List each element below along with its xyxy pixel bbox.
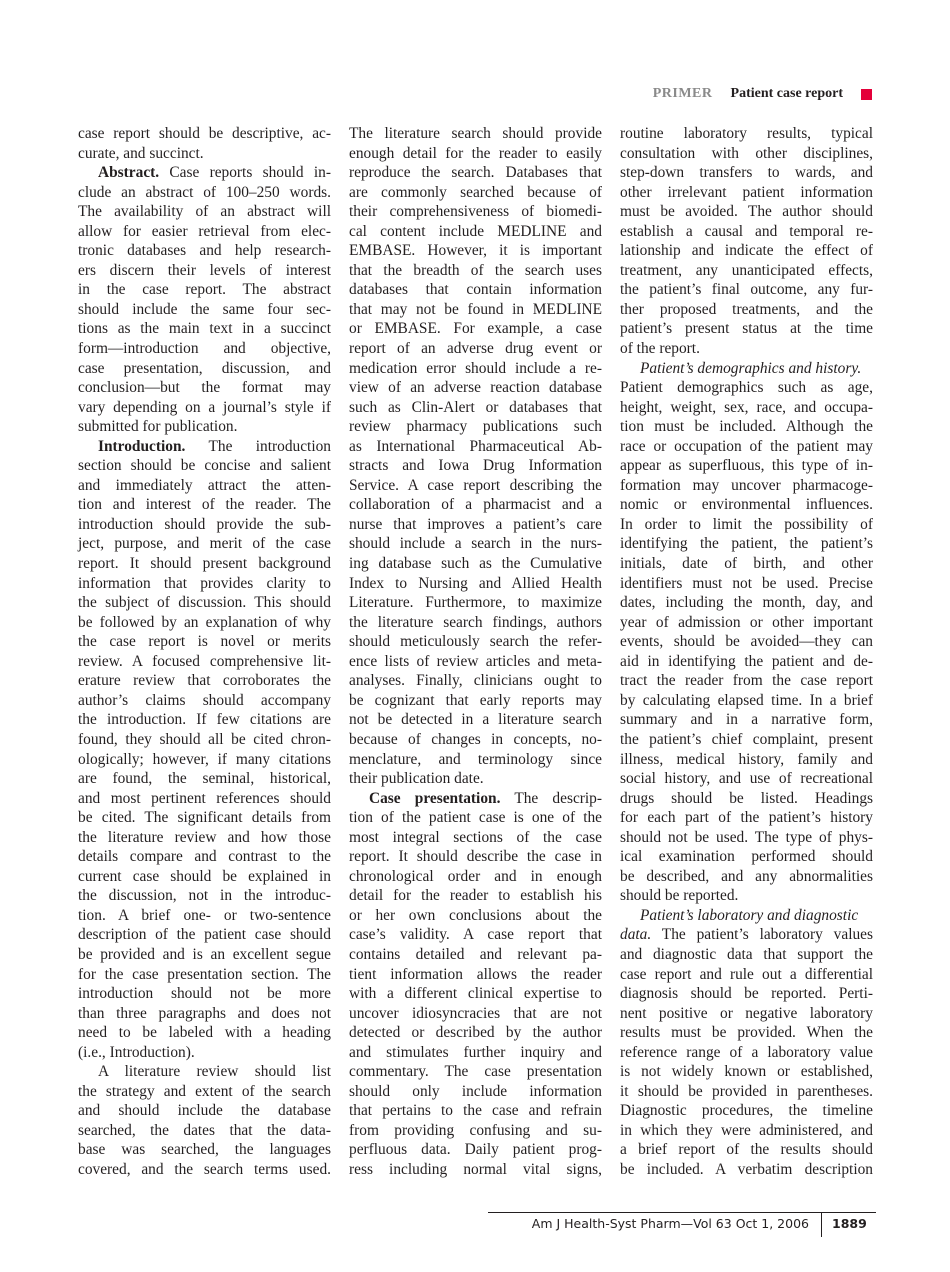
text-line: and diagnostic data that support the xyxy=(620,945,873,963)
text-line: consultation with other disciplines, xyxy=(620,144,873,162)
paragraph xyxy=(620,906,873,1180)
text-line: menclature, and terminology since xyxy=(349,750,602,768)
text-line: or EMBASE. For example, a case xyxy=(349,320,602,338)
text-line: tion of the patient case is one of the xyxy=(349,809,602,827)
text-line: detail for the reader to establish his xyxy=(349,887,602,905)
text-line: tion and interest of the reader. The xyxy=(78,496,331,514)
text-line: the literature review and how those xyxy=(78,828,331,846)
text-line: as International Pharmaceutical Ab- xyxy=(349,437,602,455)
text-run: The introduction xyxy=(185,437,331,455)
text-line: nent positive or negative laboratory xyxy=(620,1004,873,1022)
text-line: section should be concise and salient xyxy=(78,457,331,475)
text-line: identifiers must not be used. Precise xyxy=(620,574,873,592)
text-line: be described, and any abnormalities xyxy=(620,867,873,885)
text-line: the patient’s final outcome, any fur- xyxy=(620,281,873,299)
text-line: ers discern their levels of interest xyxy=(78,261,331,279)
text-line: ologically; however, if many citations xyxy=(78,750,331,768)
text-line: found, they should all be cited chron- xyxy=(78,730,331,748)
paragraph xyxy=(620,124,873,359)
text-line: because of changes in concepts, no- xyxy=(349,730,602,748)
text-line: the introduction. If few citations are xyxy=(78,711,331,729)
text-line: are found, the seminal, historical, xyxy=(78,770,331,788)
text-line: clude an abstract of 100–250 words. xyxy=(78,183,331,201)
text-line: report of an adverse drug event or xyxy=(349,340,602,358)
text-line: case report should be descriptive, ac- xyxy=(78,125,331,142)
text-line: most integral sections of the case xyxy=(349,828,602,846)
text-line: and immediately attract the atten- xyxy=(78,476,331,494)
text-line: Index to Nursing and Allied Health xyxy=(349,574,602,592)
text-line: routine laboratory results, typical xyxy=(620,125,873,142)
text-line: Diagnostic procedures, the timeline xyxy=(620,1102,873,1120)
text-line: their comprehensiveness of biomedi- xyxy=(349,203,602,221)
text-line: other irrelevant patient information xyxy=(620,183,873,201)
text-line: of the report. xyxy=(620,340,700,358)
text-line: ject, purpose, and merit of the case xyxy=(78,535,331,553)
text-column-3 xyxy=(620,124,873,1180)
text-line: events, should be avoided—they can xyxy=(620,633,873,651)
paragraph xyxy=(349,789,602,1180)
text-line: for the case presentation section. The xyxy=(78,965,331,983)
paragraph xyxy=(78,163,331,437)
text-line: a brief report of the results should xyxy=(620,1141,873,1159)
text-line: ing database such as the Cumulative xyxy=(349,555,602,573)
text-line: A literature review should list xyxy=(98,1063,331,1081)
running-header xyxy=(653,86,872,102)
text-line: social history, and use of recreational xyxy=(620,770,873,788)
text-line: drugs should be listed. Headings xyxy=(620,789,873,807)
text-line: tions as the main text in a succinct xyxy=(78,320,331,338)
text-line: dates, including the month, day, and xyxy=(620,594,873,612)
text-line: erature review that corroborates the xyxy=(78,672,331,690)
text-line: establish a causal and temporal re- xyxy=(620,222,873,240)
text-run: The patient’s laboratory values xyxy=(651,926,873,944)
text-line: details compare and contrast to the xyxy=(78,848,331,866)
text-line: be included. A verbatim description xyxy=(620,1160,873,1178)
text-line: not be detected in a literature search xyxy=(349,711,602,729)
text-line: tronic databases and help research- xyxy=(78,242,331,260)
journal-citation: Am J Health-Syst Pharm—Vol 63 Oct 1, 2006 xyxy=(531,1216,809,1231)
text-line xyxy=(78,163,331,183)
text-line: be followed by an explanation of why xyxy=(78,613,331,631)
text-line: contains detailed and relevant pa- xyxy=(349,945,602,963)
text-line: patient’s present status at the time xyxy=(620,320,873,338)
text-line: Literature. Furthermore, to maximize xyxy=(349,594,602,612)
text-line: introduction should not be more xyxy=(78,985,331,1003)
text-line: current case should be explained in xyxy=(78,867,331,885)
text-line: databases that contain information xyxy=(349,281,602,299)
text-line: be cited. The significant details from xyxy=(78,809,331,827)
text-line: chronological order and in enough xyxy=(349,867,602,885)
text-line: lationship and indicate the effect of xyxy=(620,242,873,260)
text-line: case presentation, discussion, and xyxy=(78,359,331,377)
text-line: EMBASE. However, it is important xyxy=(349,242,602,260)
text-line: should not be used. The type of phys- xyxy=(620,828,873,846)
text-line: (i.e., Introduction). xyxy=(78,1043,195,1061)
text-line: searched, the dates that the data- xyxy=(78,1121,331,1139)
text-column-1 xyxy=(78,124,331,1180)
text-line: ical examination performed should xyxy=(620,848,873,866)
text-line: tion. A brief one- or two-sentence xyxy=(78,906,331,924)
text-line: form—introduction and objective, xyxy=(78,340,331,358)
text-line: ress including normal vital signs, xyxy=(349,1160,602,1178)
text-line: case report and rule out a differential xyxy=(620,965,873,983)
text-line: detected or described by the author xyxy=(349,1024,602,1042)
text-line xyxy=(620,906,873,926)
text-line: tract the reader from the case report xyxy=(620,672,873,690)
text-line: should only include information xyxy=(349,1082,602,1100)
text-column-2 xyxy=(349,124,602,1180)
text-line: report. It should describe the case in xyxy=(349,848,602,866)
text-line: covered, and the search terms used. xyxy=(78,1160,331,1178)
text-line: tient information allows the reader xyxy=(349,965,602,983)
subsection-heading: data. xyxy=(620,926,652,944)
text-line: commentary. The case presentation xyxy=(349,1063,602,1081)
text-line: should be reported. xyxy=(620,887,739,905)
text-line: and should include the database xyxy=(78,1102,331,1120)
text-line: base was searched, the languages xyxy=(78,1141,331,1159)
text-line: report. It should present background xyxy=(78,555,331,573)
text-line: cal content include MEDLINE and xyxy=(349,222,602,240)
text-line: aid in identifying the patient and de- xyxy=(620,652,873,670)
text-line: and stimulates further inquiry and xyxy=(349,1043,602,1061)
text-line: stracts and Iowa Drug Information xyxy=(349,457,602,475)
text-line: such as Clin-Alert or databases that xyxy=(349,398,602,416)
text-line: perfluous data. Daily patient prog- xyxy=(349,1141,602,1159)
text-line: that may not be found in MEDLINE xyxy=(349,300,602,318)
text-line: formation may uncover pharmacoge- xyxy=(620,476,873,494)
text-line: tion must be included. Although the xyxy=(620,418,873,436)
text-line: the literature search findings, authors xyxy=(349,613,602,631)
text-line: diagnosis should be reported. Perti- xyxy=(620,985,873,1003)
text-line: allow for easier retrieval from elec- xyxy=(78,222,331,240)
running-title: Patient case report xyxy=(730,86,843,101)
text-line: enough detail for the reader to easily xyxy=(349,144,602,162)
text-line: reproduce the search. Databases that xyxy=(349,164,602,182)
text-line: summary and in a narrative form, xyxy=(620,711,873,729)
text-line: In order to limit the possibility of xyxy=(620,515,873,533)
text-line: review. A focused comprehensive lit- xyxy=(78,652,331,670)
text-line: The availability of an abstract will xyxy=(78,203,331,221)
text-line: ence lists of review articles and meta- xyxy=(349,652,602,670)
text-line xyxy=(78,437,331,457)
text-line: the strategy and extent of the search xyxy=(78,1082,331,1100)
text-line: that the breadth of the search uses xyxy=(349,261,602,279)
paragraph xyxy=(349,124,602,789)
text-line: uncover idiosyncracies that are not xyxy=(349,1004,602,1022)
paragraph xyxy=(78,437,331,1063)
paragraph xyxy=(78,1062,331,1179)
text-line: Patient demographics such as age, xyxy=(620,379,873,397)
text-line: author’s claims should accompany xyxy=(78,691,331,709)
footer-divider xyxy=(821,1212,822,1237)
text-line: introduction should provide the sub- xyxy=(78,515,331,533)
text-line: be cognizant that early reports may xyxy=(349,691,602,709)
text-line: and most pertinent references should xyxy=(78,789,331,807)
text-line: or her own conclusions about the xyxy=(349,906,602,924)
text-line: nomic or environmental influences. xyxy=(620,496,873,514)
section-heading: Case presentation. xyxy=(369,789,501,807)
text-line: should include a search in the nurs- xyxy=(349,535,602,553)
text-line: vary depending on a journal’s style if xyxy=(78,398,331,416)
text-line: submitted for publication. xyxy=(78,418,238,436)
text-line: from providing confusing and su- xyxy=(349,1121,602,1139)
page-number: 1889 xyxy=(832,1216,867,1231)
text-line: the case report is novel or merits xyxy=(78,633,331,651)
text-line: step-down transfers to wards, and xyxy=(620,164,873,182)
text-line: analyses. Finally, clinicians ought to xyxy=(349,672,602,690)
section-label: PRIMER xyxy=(652,86,713,101)
text-line: their publication date. xyxy=(349,770,484,788)
text-line: with a different clinical expertise to xyxy=(349,985,602,1003)
text-run: Case reports should in- xyxy=(159,164,331,182)
text-line xyxy=(620,925,873,945)
text-line: The literature search should provide xyxy=(349,125,602,142)
accent-square-icon xyxy=(861,89,872,100)
paragraph xyxy=(620,359,873,906)
subsection-heading: Patient’s demographics and history. xyxy=(640,359,862,377)
text-line: the patient’s chief complaint, present xyxy=(620,730,873,748)
text-line: collaboration of a pharmacist and a xyxy=(349,496,602,514)
text-line: Service. A case report describing the xyxy=(349,476,602,494)
text-line: need to be labeled with a heading xyxy=(78,1024,331,1042)
text-line: year of admission or other important xyxy=(620,613,873,631)
subsection-heading: Patient’s laboratory and diagnostic xyxy=(640,906,859,924)
text-line: results must be provided. When the xyxy=(620,1024,873,1042)
text-line: ther proposed treatments, and the xyxy=(620,300,873,318)
text-line: initials, date of birth, and other xyxy=(620,555,873,573)
text-line xyxy=(620,359,873,379)
text-line: description of the patient case should xyxy=(78,926,331,944)
text-line: should include the same four sec- xyxy=(78,300,331,318)
text-line: review pharmacy publications such xyxy=(349,418,602,436)
text-line: than three paragraphs and does not xyxy=(78,1004,331,1022)
text-line xyxy=(349,789,602,809)
text-line: curate, and succinct. xyxy=(78,144,204,162)
text-line: medication error should include a re- xyxy=(349,359,602,377)
text-line: should meticulously search the refer- xyxy=(349,633,602,651)
paragraph xyxy=(78,124,331,163)
text-line: it should be provided in parentheses. xyxy=(620,1082,873,1100)
text-line: race or occupation of the patient may xyxy=(620,437,873,455)
text-line: nurse that improves a patient’s care xyxy=(349,515,602,533)
text-line: view of an adverse reaction database xyxy=(349,379,602,397)
text-line: in which they were administered, and xyxy=(620,1121,873,1139)
text-line: the subject of discussion. This should xyxy=(78,594,331,612)
section-heading: Introduction. xyxy=(98,437,186,455)
footer-rule xyxy=(488,1212,876,1213)
section-heading: Abstract. xyxy=(98,164,160,182)
text-line: are commonly searched because of xyxy=(349,183,602,201)
text-line: information that provides clarity to xyxy=(78,574,331,592)
text-line: the discussion, not in the introduc- xyxy=(78,887,331,905)
text-line: reference range of a laboratory value xyxy=(620,1043,873,1061)
text-line: for each part of the patient’s history xyxy=(620,809,873,827)
text-line: identifying the patient, the patient’s xyxy=(620,535,873,553)
text-line: height, weight, sex, race, and occupa- xyxy=(620,398,873,416)
text-line: case’s validity. A case report that xyxy=(349,926,602,944)
text-line: is not widely known or established, xyxy=(620,1063,873,1081)
text-line: treatment, any unanticipated effects, xyxy=(620,261,873,279)
text-line: appear as superfluous, this type of in- xyxy=(620,457,873,475)
text-line: be provided and is an excellent segue xyxy=(78,945,331,963)
text-line: by calculating elapsed time. In a brief xyxy=(620,691,873,709)
text-line: conclusion—but the format may xyxy=(78,379,331,397)
text-line: illness, medical history, family and xyxy=(620,750,873,768)
text-line: that pertains to the case and refrain xyxy=(349,1102,602,1120)
text-run: The descrip- xyxy=(500,789,602,807)
text-line: must be avoided. The author should xyxy=(620,203,873,221)
text-line: in the case report. The abstract xyxy=(78,281,331,299)
